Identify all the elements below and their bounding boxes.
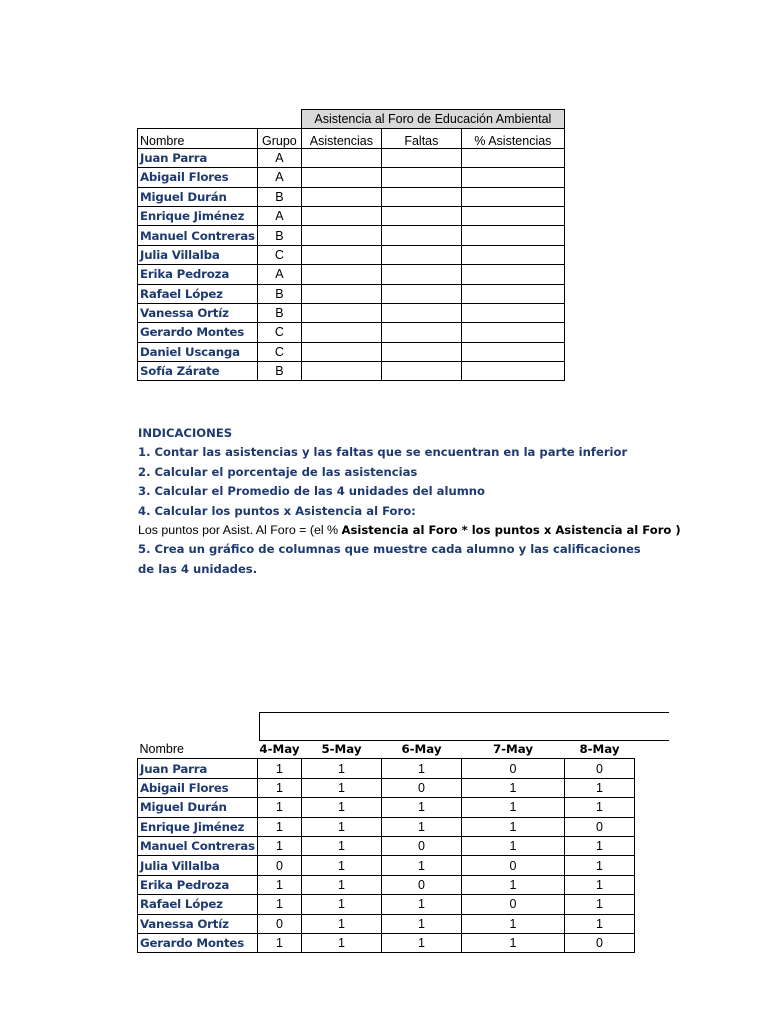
- student-name[interactable]: Vanessa Ortíz: [138, 303, 258, 322]
- student-name[interactable]: Miguel Durán: [138, 798, 258, 817]
- table-row: [138, 875, 635, 894]
- attendance-value-cell[interactable]: 1: [257, 759, 301, 778]
- daily-header-date: 4-May: [259, 742, 300, 757]
- empty-corner: [138, 110, 302, 129]
- table-row: [138, 836, 635, 855]
- table-row: [138, 187, 565, 206]
- attendance-value-cell[interactable]: 1: [565, 778, 635, 797]
- attendance-value-cell[interactable]: 1: [382, 856, 462, 875]
- table-row: [138, 265, 565, 284]
- student-name[interactable]: Gerardo Montes: [138, 323, 258, 342]
- student-name[interactable]: Enrique Jiménez: [138, 206, 258, 225]
- student-group[interactable]: C: [257, 342, 301, 361]
- attendance-value-cell[interactable]: 1: [302, 895, 382, 914]
- faltas-cell[interactable]: [381, 187, 461, 206]
- attendance-value-cell[interactable]: 1: [257, 836, 301, 855]
- attendance-value-cell[interactable]: 1: [565, 836, 635, 855]
- attendance-value-cell[interactable]: 1: [302, 778, 382, 797]
- student-group[interactable]: A: [257, 265, 301, 284]
- attendance-value-cell[interactable]: 0: [462, 895, 565, 914]
- date-banner-cell: [259, 712, 669, 741]
- student-name[interactable]: Julia Villalba: [138, 245, 258, 264]
- table-row: [138, 914, 635, 933]
- instruction-2: 2. Calcular el porcentaje de las asistencias: [138, 464, 418, 479]
- table-row: [138, 226, 565, 245]
- attendance-summary-table: [137, 109, 565, 381]
- student-name[interactable]: Juan Parra: [138, 148, 258, 167]
- table-row: [138, 778, 635, 797]
- daily-header-date: 5-May: [321, 742, 362, 757]
- instruction-formula: [138, 521, 698, 540]
- pct-asistencias-cell[interactable]: [461, 265, 564, 284]
- header-row: [138, 129, 565, 148]
- pct-asistencias-cell[interactable]: [461, 284, 564, 303]
- asistencias-cell[interactable]: [301, 284, 381, 303]
- student-group[interactable]: B: [257, 284, 301, 303]
- asistencias-cell[interactable]: [301, 168, 381, 187]
- header-nombre: Nombre: [138, 129, 258, 148]
- attendance-value-cell[interactable]: 0: [565, 817, 635, 836]
- pct-asistencias-cell[interactable]: [461, 187, 564, 206]
- student-name[interactable]: Erika Pedroza: [138, 875, 258, 894]
- attendance-value-cell[interactable]: 1: [565, 856, 635, 875]
- table-row: [138, 759, 635, 778]
- attendance-value-cell[interactable]: 1: [302, 933, 382, 952]
- attendance-value-cell[interactable]: 0: [382, 778, 462, 797]
- student-group[interactable]: A: [257, 206, 301, 225]
- table-row: [138, 817, 635, 836]
- asistencias-cell[interactable]: [301, 265, 381, 284]
- header-faltas: Faltas: [381, 129, 461, 148]
- asistencias-cell[interactable]: [301, 303, 381, 322]
- student-name[interactable]: Manuel Contreras: [138, 836, 258, 855]
- asistencias-cell[interactable]: [301, 226, 381, 245]
- pct-asistencias-cell[interactable]: [461, 206, 564, 225]
- student-name[interactable]: Gerardo Montes: [138, 933, 258, 952]
- attendance-value-cell[interactable]: 1: [302, 914, 382, 933]
- attendance-value-cell[interactable]: 1: [257, 895, 301, 914]
- instruction-3: 3. Calcular el Promedio de las 4 unidades del alumno: [138, 484, 486, 499]
- attendance-value-cell[interactable]: 0: [565, 759, 635, 778]
- faltas-cell[interactable]: [381, 303, 461, 322]
- header-asistencias: Asistencias: [301, 129, 381, 148]
- attendance-value-cell[interactable]: 1: [257, 778, 301, 797]
- table-row: [138, 148, 565, 167]
- asistencias-cell[interactable]: [301, 323, 381, 342]
- pct-asistencias-cell[interactable]: [461, 303, 564, 322]
- attendance-value-cell[interactable]: 1: [462, 836, 565, 855]
- pct-asistencias-cell[interactable]: [461, 342, 564, 361]
- instructions-title: INDICACIONES: [138, 426, 233, 440]
- attendance-value-cell[interactable]: 1: [382, 798, 462, 817]
- attendance-value-cell[interactable]: 0: [565, 933, 635, 952]
- attendance-value-cell[interactable]: 1: [382, 933, 462, 952]
- student-name[interactable]: Daniel Uscanga: [138, 342, 258, 361]
- faltas-cell[interactable]: [381, 323, 461, 342]
- attendance-value-cell[interactable]: 0: [462, 856, 565, 875]
- instruction-5: 5. Crea un gráfico de columnas que muestre cada alumno y las calificaciones: [138, 542, 641, 557]
- attendance-value-cell[interactable]: 1: [462, 933, 565, 952]
- attendance-value-cell[interactable]: 1: [565, 914, 635, 933]
- instruction-4: 4. Calcular los puntos x Asistencia al Foro:: [138, 503, 416, 518]
- attendance-value-cell[interactable]: 1: [382, 817, 462, 836]
- attendance-value-cell[interactable]: 1: [565, 875, 635, 894]
- asistencias-cell[interactable]: [301, 342, 381, 361]
- student-name[interactable]: Vanessa Ortíz: [138, 914, 258, 933]
- attendance-value-cell[interactable]: 1: [462, 817, 565, 836]
- pct-asistencias-cell[interactable]: [461, 362, 564, 381]
- instruction-1: 1. Contar las asistencias y las faltas que se encuentran en la parte inferior: [138, 445, 628, 460]
- student-group[interactable]: B: [257, 187, 301, 206]
- attendance-value-cell[interactable]: 0: [257, 856, 301, 875]
- attendance-value-cell[interactable]: 1: [257, 875, 301, 894]
- faltas-cell[interactable]: [381, 284, 461, 303]
- instructions-block: [138, 424, 698, 579]
- header-grupo: Grupo: [257, 129, 301, 148]
- attendance-value-cell[interactable]: 1: [382, 914, 462, 933]
- asistencias-cell[interactable]: [301, 206, 381, 225]
- student-name[interactable]: Erika Pedroza: [138, 265, 258, 284]
- attendance-value-cell[interactable]: 1: [302, 836, 382, 855]
- daily-header-date: 7-May: [492, 742, 534, 757]
- student-name[interactable]: Manuel Contreras: [138, 226, 258, 245]
- table-row: [138, 284, 565, 303]
- formula-bold: Asistencia al Foro * los puntos x Asistencia al Foro ): [341, 523, 681, 538]
- attendance-value-cell[interactable]: 1: [462, 778, 565, 797]
- pct-asistencias-cell[interactable]: [461, 323, 564, 342]
- attendance-value-cell[interactable]: 1: [302, 798, 382, 817]
- attendance-value-cell[interactable]: 1: [462, 798, 565, 817]
- daily-header-nombre: Nombre: [139, 742, 184, 757]
- student-name[interactable]: Julia Villalba: [138, 856, 258, 875]
- pct-asistencias-cell[interactable]: [461, 148, 564, 167]
- faltas-cell[interactable]: [381, 148, 461, 167]
- student-name[interactable]: Abigail Flores: [138, 168, 258, 187]
- table-row: [138, 206, 565, 225]
- student-group[interactable]: B: [257, 303, 301, 322]
- pct-asistencias-cell[interactable]: [461, 245, 564, 264]
- student-name[interactable]: Sofía Zárate: [138, 362, 258, 381]
- forum-banner: Asistencia al Foro de Educación Ambiental: [301, 110, 564, 129]
- asistencias-cell[interactable]: [301, 245, 381, 264]
- student-name[interactable]: Juan Parra: [138, 759, 258, 778]
- pct-asistencias-cell[interactable]: [461, 168, 564, 187]
- table-row: [138, 798, 635, 817]
- table-row: [138, 362, 565, 381]
- attendance-value-cell[interactable]: 0: [382, 875, 462, 894]
- header-pct-asistencias: % Asistencias: [461, 129, 564, 148]
- faltas-cell[interactable]: [381, 226, 461, 245]
- attendance-value-cell[interactable]: 1: [302, 856, 382, 875]
- student-group[interactable]: C: [257, 323, 301, 342]
- faltas-cell[interactable]: [381, 342, 461, 361]
- student-name[interactable]: Abigail Flores: [138, 778, 258, 797]
- instruction-5-cont: de las 4 unidades.: [138, 561, 258, 576]
- daily-header-date: 8-May: [579, 742, 620, 757]
- attendance-value-cell[interactable]: 0: [462, 759, 565, 778]
- student-name[interactable]: Rafael López: [138, 895, 258, 914]
- attendance-value-cell[interactable]: 0: [382, 836, 462, 855]
- attendance-value-cell[interactable]: 1: [462, 914, 565, 933]
- student-group[interactable]: B: [257, 226, 301, 245]
- student-group[interactable]: A: [257, 168, 301, 187]
- attendance-value-cell[interactable]: 1: [257, 933, 301, 952]
- student-name[interactable]: Enrique Jiménez: [138, 817, 258, 836]
- asistencias-cell[interactable]: [301, 187, 381, 206]
- formula-plain: Los puntos por Asist. Al Foro = (el %: [138, 523, 342, 538]
- attendance-value-cell[interactable]: 1: [302, 759, 382, 778]
- student-group[interactable]: C: [257, 245, 301, 264]
- student-group[interactable]: B: [257, 362, 301, 381]
- faltas-cell[interactable]: [381, 245, 461, 264]
- attendance-value-cell[interactable]: 1: [565, 895, 635, 914]
- table-row: [138, 933, 635, 952]
- asistencias-cell[interactable]: [301, 362, 381, 381]
- attendance-value-cell[interactable]: 1: [565, 798, 635, 817]
- table-row: [138, 303, 565, 322]
- faltas-cell[interactable]: [381, 362, 461, 381]
- table-row: [138, 856, 635, 875]
- faltas-cell[interactable]: [381, 206, 461, 225]
- attendance-value-cell[interactable]: 1: [257, 817, 301, 836]
- table-row: [138, 323, 565, 342]
- daily-header-row: [138, 740, 635, 759]
- pct-asistencias-cell[interactable]: [461, 226, 564, 245]
- table-row: [138, 342, 565, 361]
- daily-header-date: 6-May: [401, 742, 442, 757]
- faltas-cell[interactable]: [381, 168, 461, 187]
- attendance-value-cell[interactable]: 0: [257, 914, 301, 933]
- table-row: [138, 245, 565, 264]
- student-group[interactable]: A: [257, 148, 301, 167]
- attendance-value-cell[interactable]: 1: [462, 875, 565, 894]
- daily-attendance-table: [137, 740, 635, 953]
- asistencias-cell[interactable]: [301, 148, 381, 167]
- attendance-value-cell[interactable]: 1: [302, 875, 382, 894]
- faltas-cell[interactable]: [381, 265, 461, 284]
- table-row: [138, 895, 635, 914]
- student-name[interactable]: Rafael López: [138, 284, 258, 303]
- attendance-value-cell[interactable]: 1: [302, 817, 382, 836]
- attendance-value-cell[interactable]: 1: [257, 798, 301, 817]
- attendance-value-cell[interactable]: 1: [382, 759, 462, 778]
- attendance-value-cell[interactable]: 1: [382, 895, 462, 914]
- student-name[interactable]: Miguel Durán: [138, 187, 258, 206]
- table-row: [138, 168, 565, 187]
